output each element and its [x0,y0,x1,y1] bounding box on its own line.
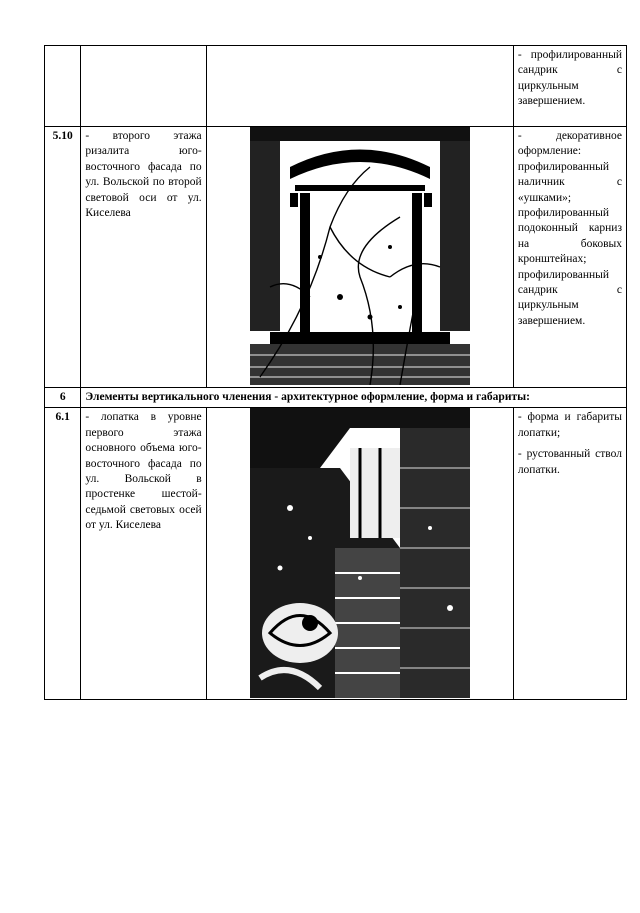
row-number [45,46,81,127]
row-description: - второго этажа ризалита юго-восточного фасада по ул. Вольской по второй световой оси от ул. Киселева [81,127,206,388]
table-row [45,408,627,700]
section-number: 6 [45,388,81,408]
feature-item: - рустованный ствол лопатки. [517,448,622,476]
row-photo-cell [206,46,513,127]
section-header-row [45,388,627,408]
feature-item: - декоративное оформление: профилированный наличник с «ушками»; профилированный подоконный карниз на боковых кронштейнах; профилированный сандрик с циркульным завершением. [517,130,622,327]
row-number: 5.10 [45,127,81,388]
row-description: - лопатка в уровне первого этажа основного объема юго-восточного фасада по ул. Вольской в простенке шестой-седьмой световых осей от ул. Киселева [81,408,206,700]
table-row [45,46,627,127]
row-description [81,46,206,127]
feature-item: - форма и габариты лопатки; [517,411,622,439]
row-photo-cell [206,127,513,388]
row-photo-cell [206,408,513,700]
feature-item: - профилированный сандрик с циркульным завершением. [517,49,622,108]
row-features [513,408,626,700]
window-photo [250,127,470,385]
section-title: Элементы вертикального членения - архитектурное оформление, форма и габариты: [81,388,627,408]
table-row [45,127,627,388]
pilaster-photo [250,408,470,698]
monument-elements-table [44,45,627,700]
row-features [513,127,626,388]
row-features [513,46,626,127]
row-number: 6.1 [45,408,81,700]
